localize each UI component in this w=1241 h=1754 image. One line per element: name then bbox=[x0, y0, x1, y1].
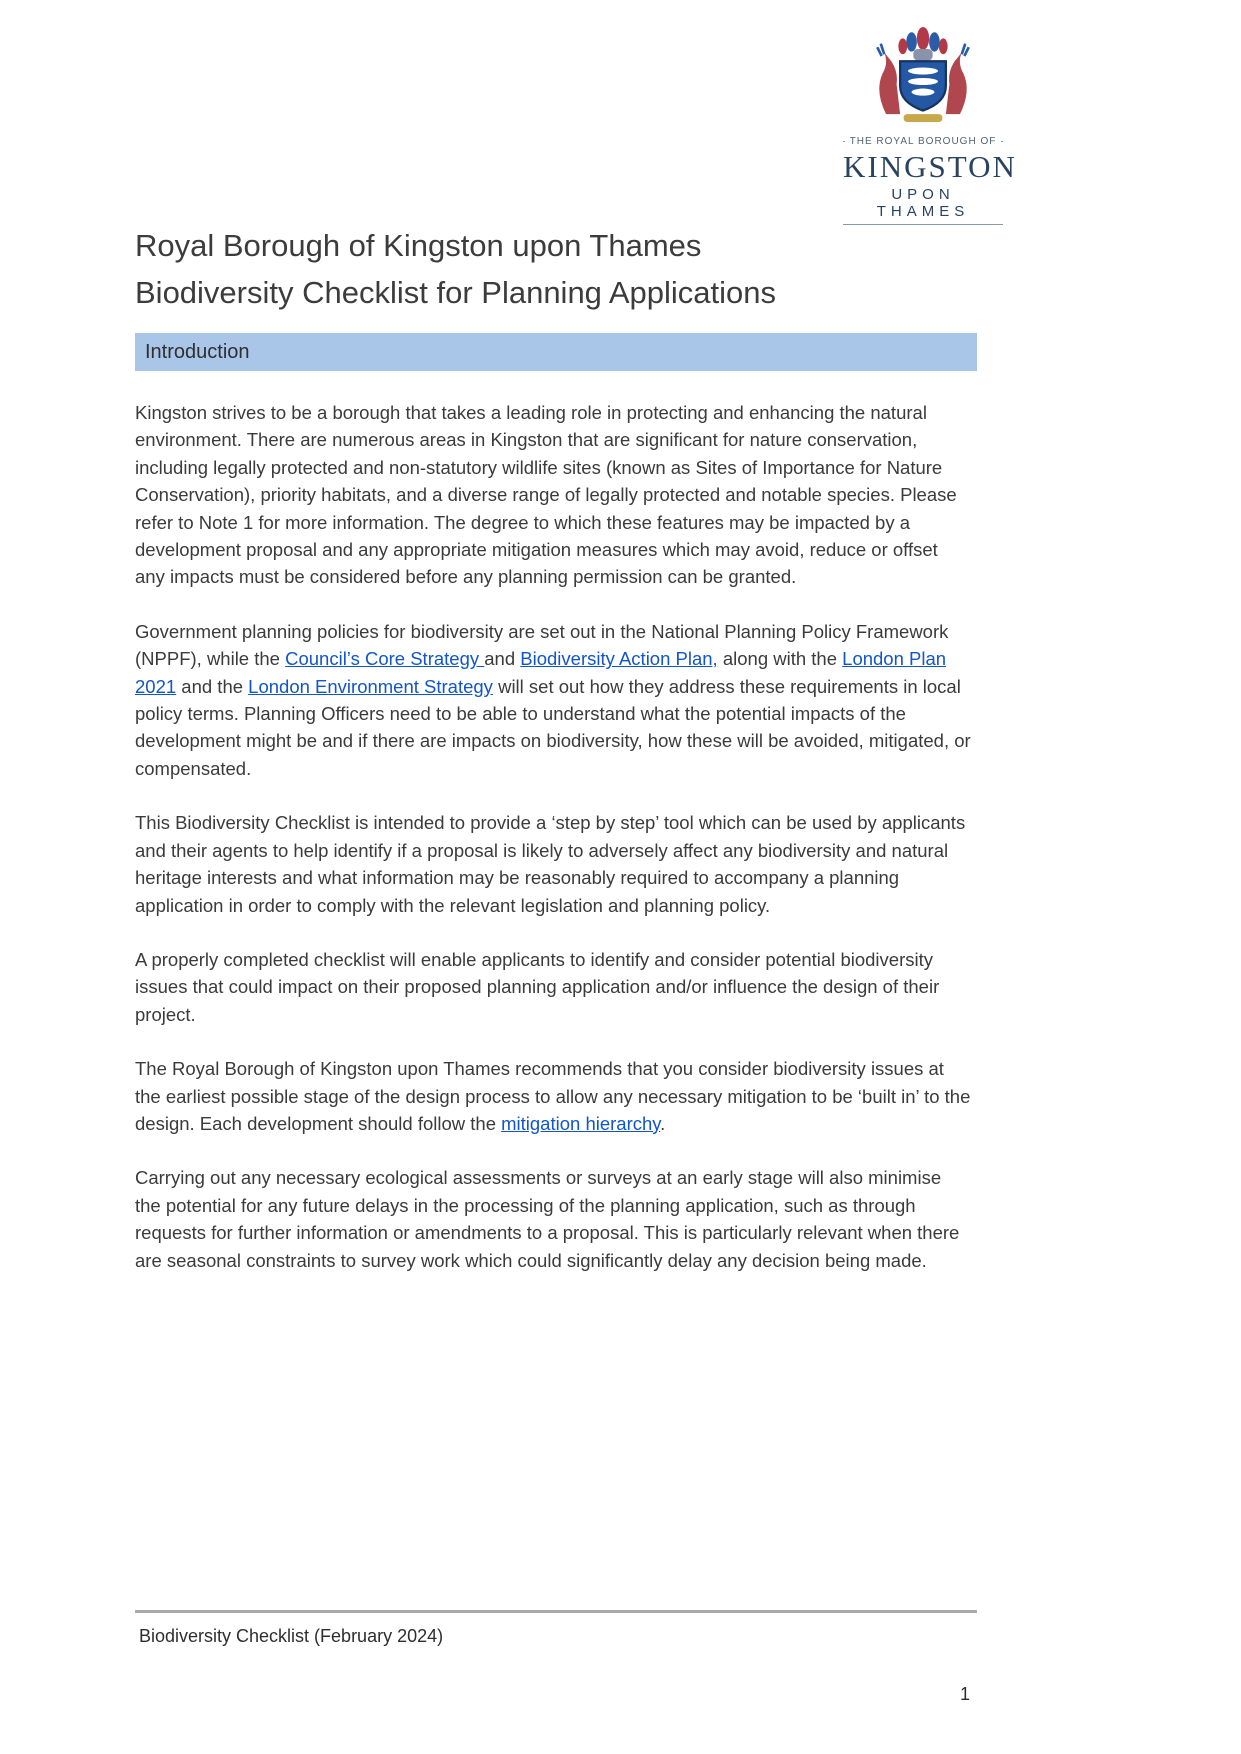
inline-link[interactable]: London Environment Strategy bbox=[248, 675, 493, 697]
document-title-line1: Royal Borough of Kingston upon Thames bbox=[135, 228, 702, 263]
paragraph-text: A properly completed checklist will enable applicants to identify and consider potential biodiversity issues that could impact on their proposed planning application and/or influence the design of their project. bbox=[135, 948, 940, 1025]
paragraph bbox=[135, 946, 971, 1028]
paragraph-text: This Biodiversity Checklist is intended to provide a ‘step by step’ tool which can be used by applicants and their agents to help identify if a proposal is likely to adversely affect any biodiversity and natural heritage interests and what information may be reasonably required to accompany a planning application in order to comply with the relevant legislation and planning policy. bbox=[135, 812, 966, 916]
paragraph-text: and the bbox=[176, 675, 249, 697]
paragraph-text: . bbox=[660, 1112, 666, 1134]
section-header-label: Introduction bbox=[145, 340, 250, 363]
footer-divider bbox=[135, 1610, 977, 1613]
kingston-crest-icon bbox=[857, 26, 989, 130]
paragraph-text: will set out how they address these requirements in local policy terms. Planning Officers need to be able to understand what the potential impacts of the development might be and if there are impacts on biodiversity, how these will be avoided, mitigated, or compensated. bbox=[135, 675, 971, 779]
inline-link[interactable]: mitigation hierarchy bbox=[501, 1112, 661, 1134]
inline-link[interactable]: Biodiversity Action Plan, bbox=[520, 648, 718, 670]
logo-line-borough bbox=[843, 136, 1003, 147]
document-title-line2: Biodiversity Checklist for Planning Applications bbox=[135, 275, 776, 310]
logo-upon-thames-label: UPON THAMES bbox=[843, 186, 1003, 225]
paragraph bbox=[135, 809, 971, 919]
document-title bbox=[135, 222, 995, 316]
paragraph-text: Carrying out any necessary ecological assessments or surveys at an early stage will also minimise the potential for any future delays in the processing of the planning application, such as through requests for further information or amendments to a proposal. This is particularly relevant when there are seasonal constraints to survey work which could significantly delay any decision being made. bbox=[135, 1167, 960, 1271]
page-number: 1 bbox=[960, 1684, 971, 1704]
paragraph bbox=[135, 618, 971, 782]
logo-borough-label: THE ROYAL BOROUGH OF bbox=[849, 136, 997, 147]
logo-rule-left bbox=[843, 141, 845, 142]
paragraph-text: The Royal Borough of Kingston upon Thames recommends that you consider biodiversity issues at the earliest possible stage of the design process to allow any necessary mitigation to be ‘built in’ to the design. Each development should follow the bbox=[135, 1058, 971, 1134]
paragraph-text: Kingston strives to be a borough that takes a leading role in protecting and enhancing the natural environment. There are numerous areas in Kingston that are significant for nature conservation, including legally protected and non-statutory wildlife sites (known as Sites of Importance for Nature Conservation), priority habitats, and a diverse range of legally protected and notable species. Please refer to Note 1 for more information. The degree to which these features may be impacted by a development proposal and any appropriate mitigation measures which may avoid, reduce or offset any impacts must be considered before any planning permission can be granted. bbox=[135, 402, 957, 588]
section-header-introduction bbox=[135, 333, 977, 371]
document-body bbox=[135, 399, 971, 1301]
paragraph-text: and bbox=[484, 648, 521, 670]
logo-kingston-label: KINGSTON bbox=[843, 149, 1017, 184]
paragraph bbox=[135, 1164, 971, 1274]
footer-text: Biodiversity Checklist (February 2024) bbox=[139, 1626, 444, 1646]
inline-link[interactable]: Council’s Core Strategy bbox=[285, 648, 485, 670]
paragraph-text: Government planning policies for biodiversity are set out in the National Planning Policy Framework (NPPF), while the bbox=[135, 620, 949, 670]
inline-link[interactable]: London Plan 2021 bbox=[135, 648, 947, 697]
kingston-logo bbox=[843, 26, 1017, 225]
logo-rule-right bbox=[1001, 141, 1003, 142]
paragraph bbox=[135, 1055, 971, 1137]
paragraph-text: along with the bbox=[717, 648, 843, 670]
logo-text bbox=[843, 136, 1017, 225]
paragraph bbox=[135, 399, 971, 591]
